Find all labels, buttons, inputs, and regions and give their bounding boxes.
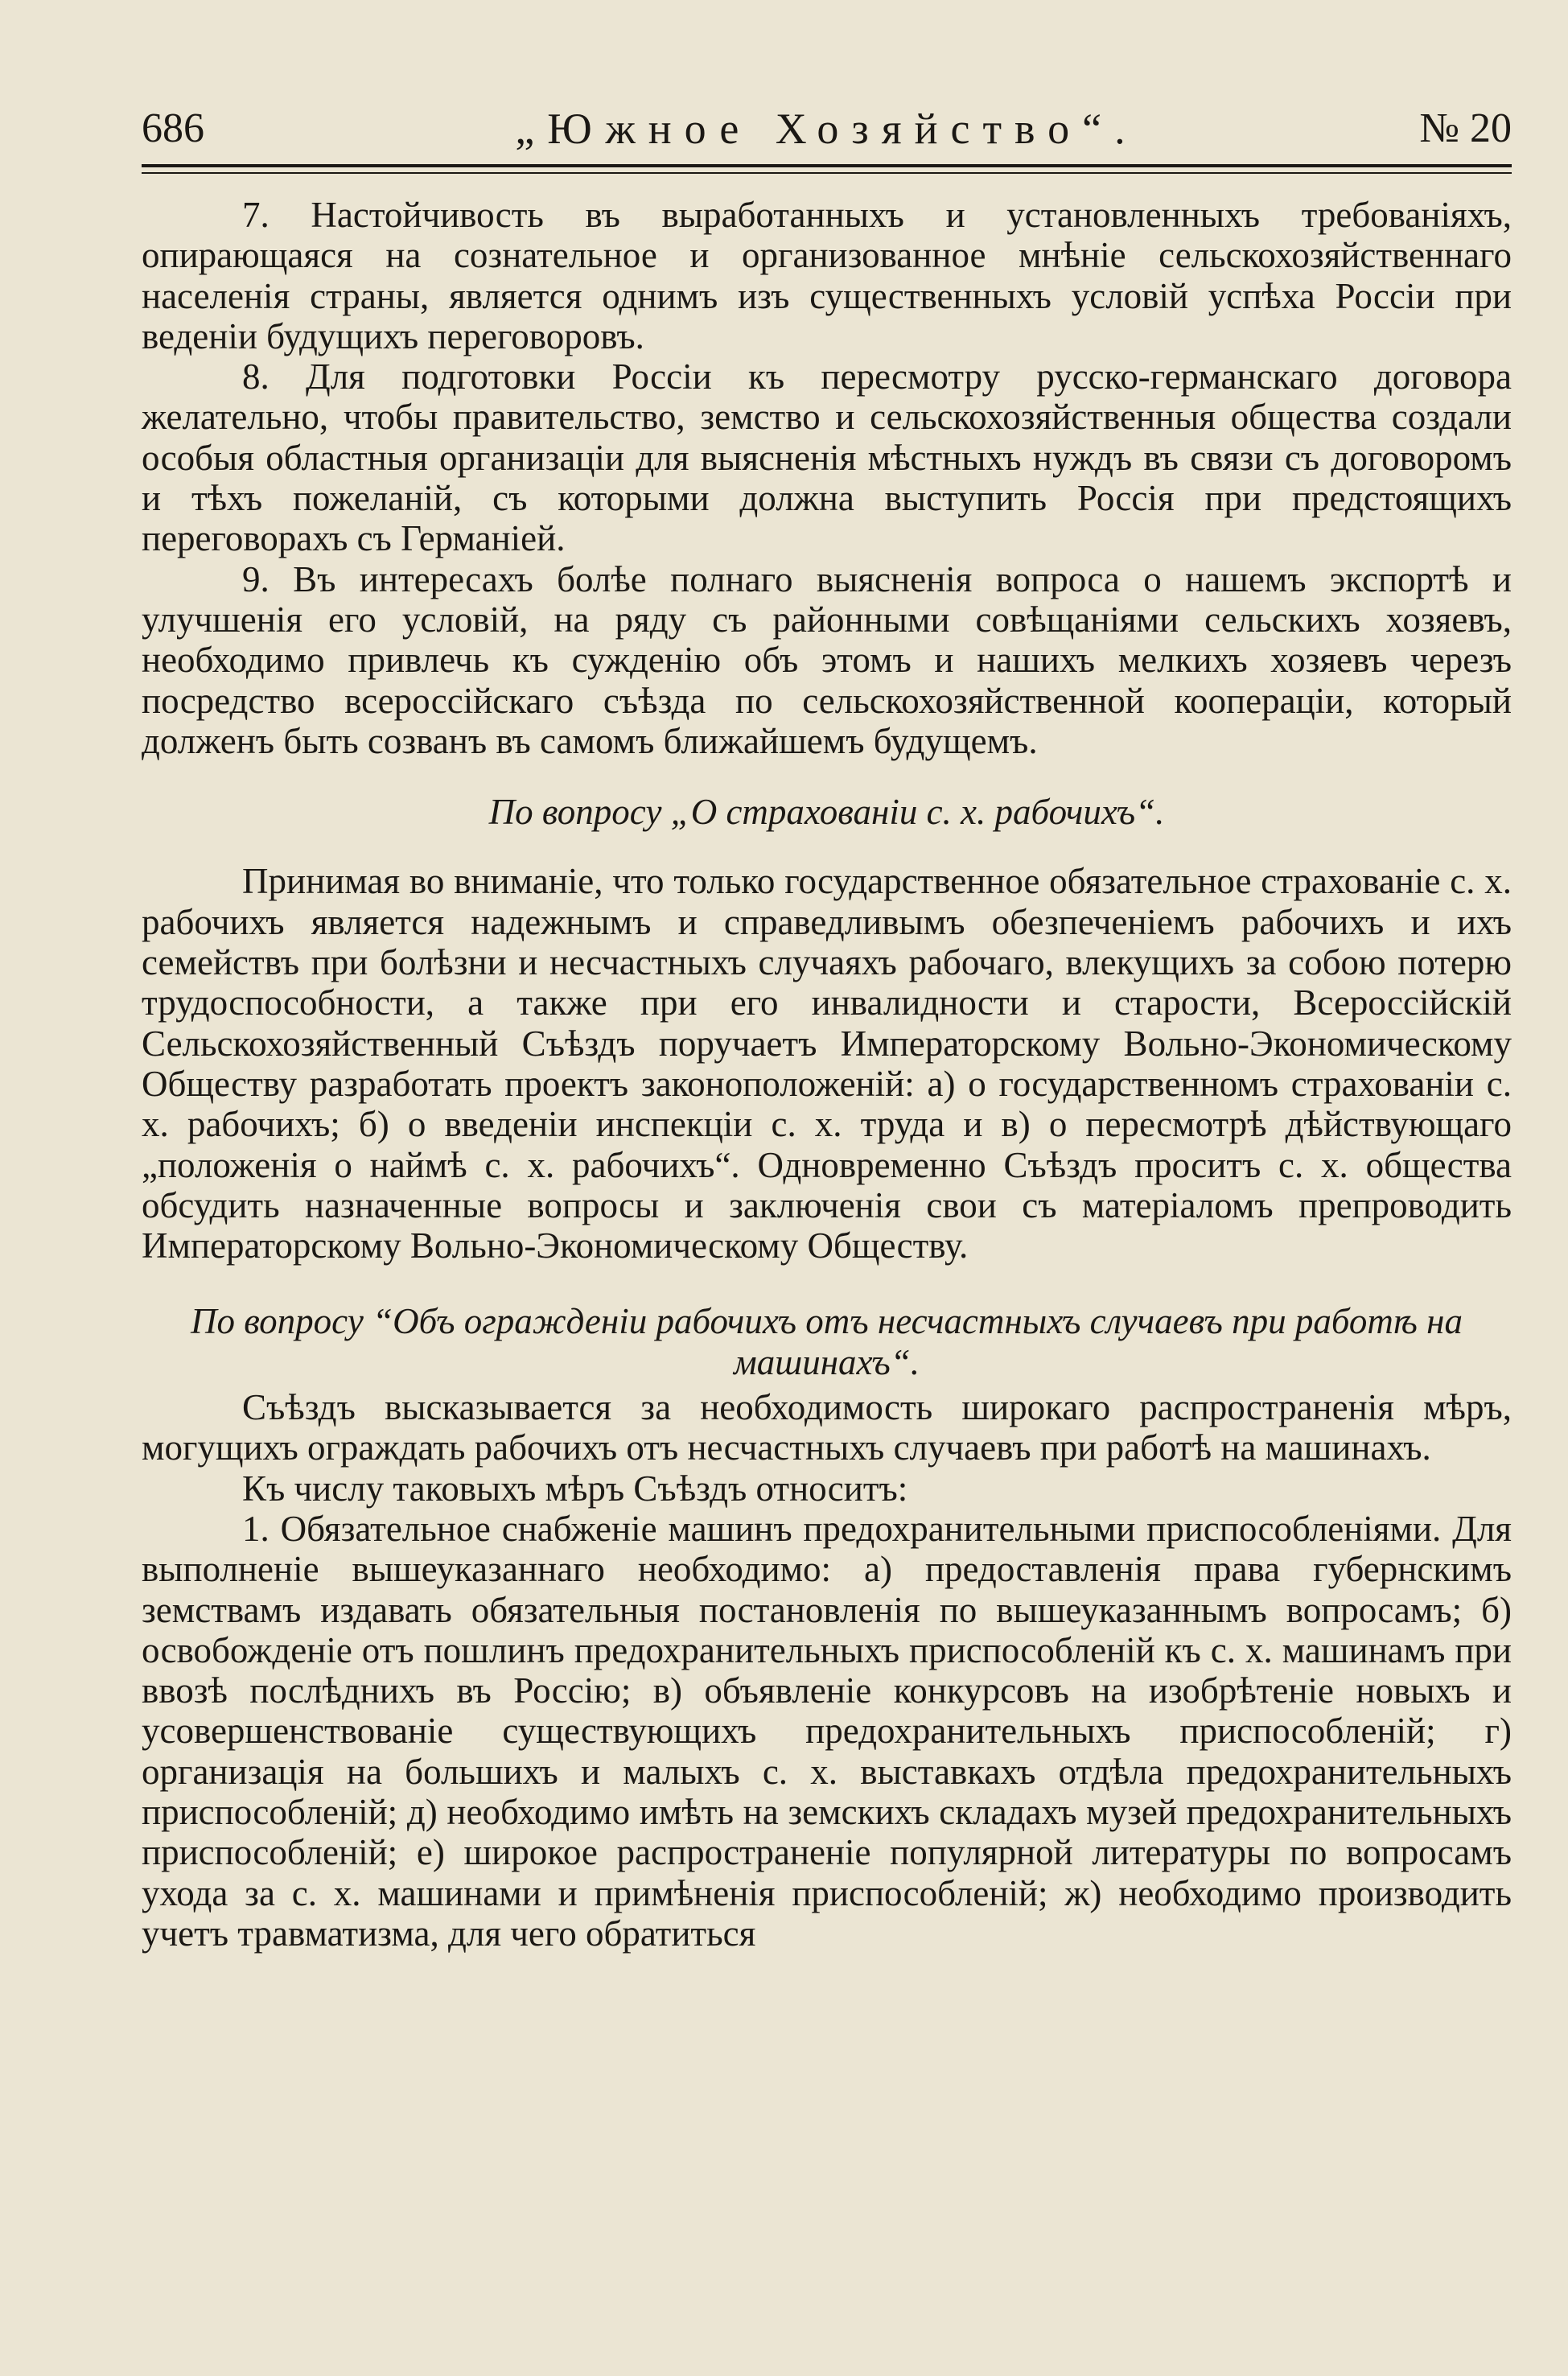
section-heading-machine-safety: По вопросу “Объ огражденіи рабочихъ отъ несчастныхъ случаевъ при работѣ на машинахъ“. bbox=[190, 1301, 1463, 1382]
header-rule-thick bbox=[142, 164, 1512, 167]
issue-number: № 20 bbox=[1419, 105, 1512, 151]
section-heading-insurance: По вопросу „О страхованіи с. х. рабочихъ“. bbox=[488, 792, 1165, 833]
page-header bbox=[142, 105, 1512, 153]
journal-title: „Южное Хозяйство“. bbox=[515, 105, 1138, 153]
header-rule-thin bbox=[142, 172, 1512, 174]
machine-safety-paragraph-2: Къ числу таковыхъ мѣръ Съѣздъ относитъ: bbox=[242, 1468, 908, 1509]
resolution-item-7: 7. Настойчивость въ выработанныхъ и установленныхъ требованіяхъ, опирающаяся на сознательное и организованное мнѣніе сельскохозяйственнаго населенія страны, является однимъ изъ существенныхъ условій успѣха Россіи при веденіи будущихъ переговоровъ. bbox=[142, 195, 1512, 356]
resolution-item-8: 8. Для подготовки Россіи къ пересмотру русско-германскаго договора желательно, чтобы правительство, земство и сельскохозяйственныя общества создали особыя областныя организаціи для выясненія мѣстныхъ нуждъ въ связи съ договоромъ и тѣхъ пожеланій, съ которыми должна выступить Россія при предстоящихъ переговорахъ съ Германіей. bbox=[142, 356, 1512, 559]
resolution-item-9: 9. Въ интересахъ болѣе полнаго выясненія вопроса о нашемъ экспортѣ и улучшенія его условій, на ряду съ районными совѣщаніями сельскихъ хозяевъ, необходимо привлечь къ сужденію объ этомъ и нашихъ мелкихъ хозяевъ черезъ посредство всероссійскаго съѣзда по сельскохозяйственной коопераціи, который долженъ быть созванъ въ самомъ ближайшемъ будущемъ. bbox=[142, 558, 1512, 761]
page-number: 686 bbox=[142, 105, 204, 151]
article-body bbox=[142, 195, 1512, 1954]
machine-safety-paragraph-3: 1. Обязательное снабженіе машинъ предохранительными приспособленіями. Для выполненіе вышеуказаннаго необходимо: а) предоставленія права губернскимъ земствамъ издавать обязательныя постановленія по вышеуказаннымъ вопросамъ; б) освобожденіе отъ пошлинъ предохранительныхъ приспособленій къ с. х. машинамъ при ввозѣ послѣднихъ въ Россію; в) объявленіе конкурсовъ на изобрѣтеніе новыхъ и усовершенствованіе существующихъ предохранительныхъ приспособленій; г) организація на большихъ и малыхъ с. х. выставкахъ отдѣла предохранительныхъ приспособленій; д) необходимо имѣть на земскихъ складахъ музей предохранительныхъ приспособленій; е) широкое распространеніе популярной литературы по вопросамъ ухода за с. х. машинами и примѣненія приспособленій; ж) необходимо производить учетъ травматизма, для чего обратиться bbox=[142, 1508, 1512, 1954]
section-insurance-text: Принимая во вниманіе, что только государственное обязательное страхованіе с. х. рабочихъ является надежнымъ и справедливымъ обезпеченіемъ рабочихъ и ихъ семействъ при болѣзни и несчастныхъ случаяхъ рабочаго, влекущихъ за собою потерю трудоспособности, а также при его инвалидности и старости, Всероссійскій Сельскохозяйственный Съѣздъ поручаетъ Императорскому Вольно-Экономическому Обществу разработать проектъ законоположеній: а) о государственномъ страхованіи с. х. рабочихъ; б) о введеніи инспекціи с. х. труда и в) о пересмотрѣ дѣйствующаго „положенія о наймѣ с. х. рабочихъ“. Одновременно Съѣздъ проситъ с. х. общества обсудить назначенные вопросы и заключенія свои съ матеріаломъ препроводить Императорскому Вольно-Экономическому Обществу. bbox=[142, 861, 1512, 1266]
machine-safety-paragraph-1: Съѣздъ высказывается за необходимость широкаго распространенія мѣръ, могущихъ ограждать рабочихъ отъ несчастныхъ случаевъ при работѣ на машинахъ. bbox=[142, 1387, 1512, 1468]
